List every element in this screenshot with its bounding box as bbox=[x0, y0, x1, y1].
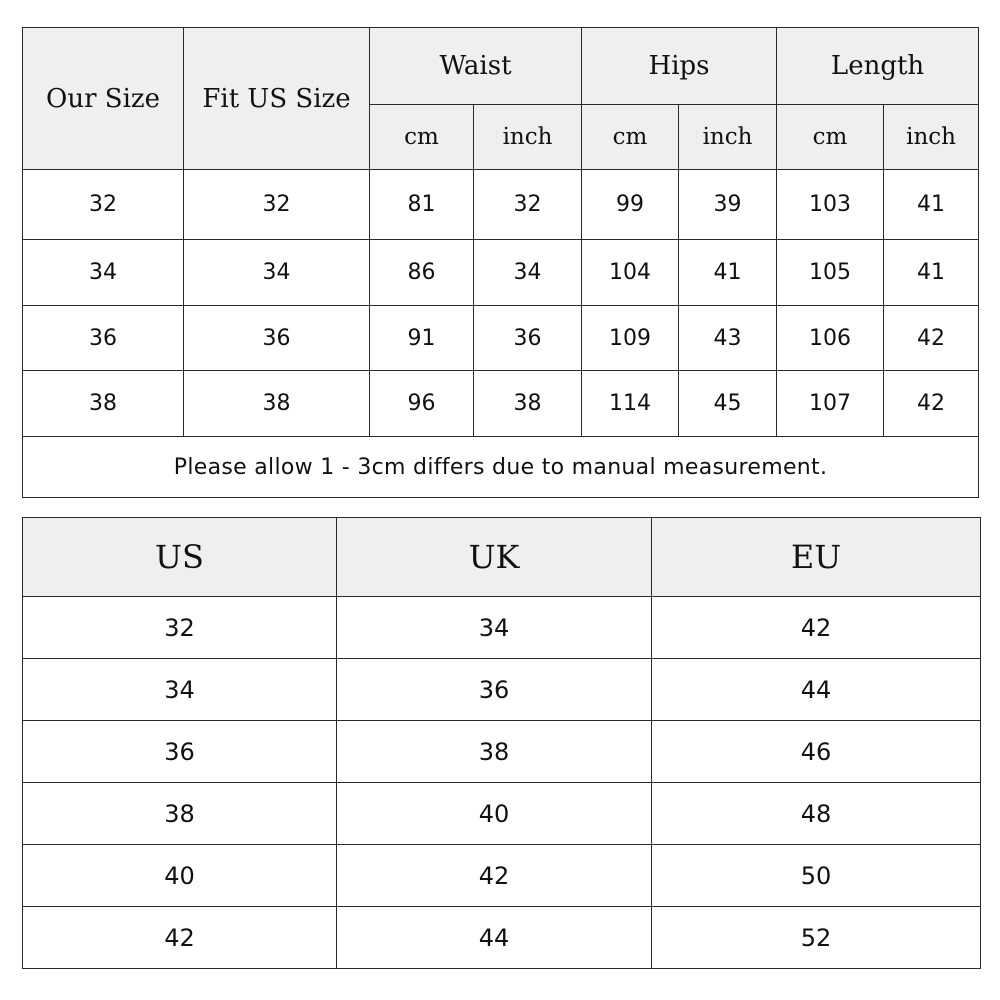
cell-waist-cm: 86 bbox=[370, 240, 474, 306]
table-row bbox=[23, 306, 979, 371]
header-hips-inch: inch bbox=[679, 105, 777, 170]
cell-eu: 52 bbox=[652, 907, 981, 969]
cell-hips-inch: 43 bbox=[679, 306, 777, 371]
table-row bbox=[23, 907, 981, 969]
cell-length-inch: 41 bbox=[884, 240, 979, 306]
cell-length-inch: 41 bbox=[884, 170, 979, 240]
cell-uk: 36 bbox=[337, 659, 652, 721]
header-waist: Waist bbox=[370, 28, 582, 105]
measurement-note: Please allow 1 - 3cm differs due to manual measurement. bbox=[23, 437, 979, 498]
cell-waist-inch: 34 bbox=[474, 240, 582, 306]
header-waist-inch: inch bbox=[474, 105, 582, 170]
header-eu: EU bbox=[652, 518, 981, 597]
cell-length-inch: 42 bbox=[884, 371, 979, 437]
cell-uk: 38 bbox=[337, 721, 652, 783]
cell-fit-us-size: 32 bbox=[184, 170, 370, 240]
cell-uk: 44 bbox=[337, 907, 652, 969]
cell-uk: 42 bbox=[337, 845, 652, 907]
header-hips-cm: cm bbox=[582, 105, 679, 170]
cell-length-cm: 105 bbox=[777, 240, 884, 306]
table-row bbox=[23, 371, 979, 437]
cell-hips-cm: 99 bbox=[582, 170, 679, 240]
cell-hips-cm: 114 bbox=[582, 371, 679, 437]
cell-our-size: 36 bbox=[23, 306, 184, 371]
cell-length-cm: 107 bbox=[777, 371, 884, 437]
cell-hips-cm: 104 bbox=[582, 240, 679, 306]
cell-fit-us-size: 36 bbox=[184, 306, 370, 371]
table-row bbox=[23, 783, 981, 845]
cell-eu: 42 bbox=[652, 597, 981, 659]
cell-hips-inch: 39 bbox=[679, 170, 777, 240]
header-length-inch: inch bbox=[884, 105, 979, 170]
cell-waist-inch: 38 bbox=[474, 371, 582, 437]
cell-us: 38 bbox=[23, 783, 337, 845]
header-waist-cm: cm bbox=[370, 105, 474, 170]
cell-waist-cm: 81 bbox=[370, 170, 474, 240]
header-fit-us-size: Fit US Size bbox=[184, 28, 370, 170]
cell-fit-us-size: 38 bbox=[184, 371, 370, 437]
cell-fit-us-size: 34 bbox=[184, 240, 370, 306]
size-conversion-table bbox=[22, 517, 981, 969]
table-row bbox=[23, 170, 979, 240]
cell-us: 42 bbox=[23, 907, 337, 969]
cell-length-inch: 42 bbox=[884, 306, 979, 371]
cell-us: 32 bbox=[23, 597, 337, 659]
cell-waist-cm: 96 bbox=[370, 371, 474, 437]
table-row bbox=[23, 659, 981, 721]
cell-hips-inch: 45 bbox=[679, 371, 777, 437]
cell-length-cm: 106 bbox=[777, 306, 884, 371]
cell-our-size: 38 bbox=[23, 371, 184, 437]
cell-eu: 48 bbox=[652, 783, 981, 845]
cell-hips-cm: 109 bbox=[582, 306, 679, 371]
table-row bbox=[23, 240, 979, 306]
cell-waist-inch: 32 bbox=[474, 170, 582, 240]
table-row bbox=[23, 597, 981, 659]
cell-waist-inch: 36 bbox=[474, 306, 582, 371]
header-length: Length bbox=[777, 28, 979, 105]
header-length-cm: cm bbox=[777, 105, 884, 170]
cell-uk: 40 bbox=[337, 783, 652, 845]
cell-waist-cm: 91 bbox=[370, 306, 474, 371]
cell-us: 40 bbox=[23, 845, 337, 907]
header-us: US bbox=[23, 518, 337, 597]
cell-eu: 46 bbox=[652, 721, 981, 783]
cell-eu: 44 bbox=[652, 659, 981, 721]
cell-eu: 50 bbox=[652, 845, 981, 907]
table-row bbox=[23, 845, 981, 907]
cell-uk: 34 bbox=[337, 597, 652, 659]
cell-length-cm: 103 bbox=[777, 170, 884, 240]
cell-our-size: 34 bbox=[23, 240, 184, 306]
header-hips: Hips bbox=[582, 28, 777, 105]
cell-our-size: 32 bbox=[23, 170, 184, 240]
header-our-size: Our Size bbox=[23, 28, 184, 170]
header-uk: UK bbox=[337, 518, 652, 597]
cell-us: 34 bbox=[23, 659, 337, 721]
cell-hips-inch: 41 bbox=[679, 240, 777, 306]
cell-us: 36 bbox=[23, 721, 337, 783]
size-chart-table bbox=[22, 27, 979, 498]
table-row bbox=[23, 721, 981, 783]
